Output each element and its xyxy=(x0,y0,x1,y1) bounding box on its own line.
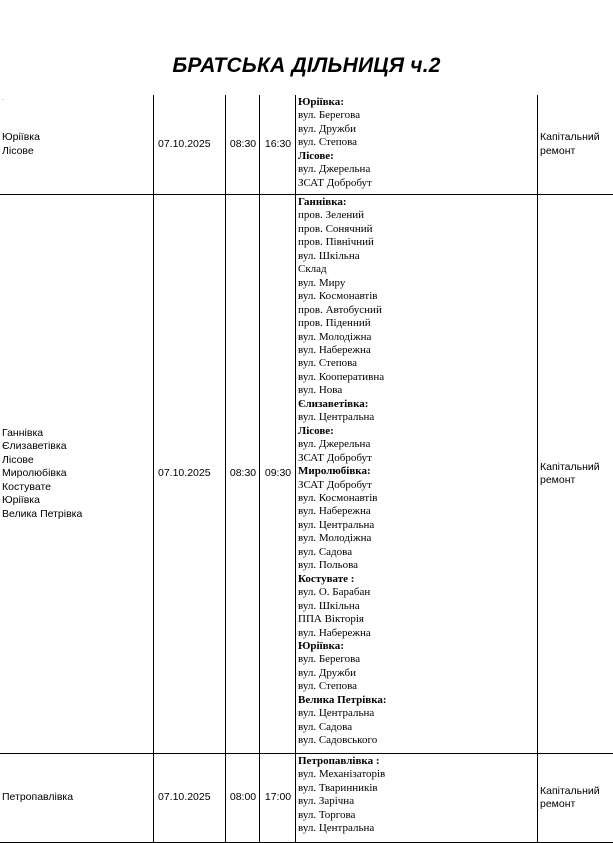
street-item: вул. Садовського xyxy=(298,734,378,747)
date-cell: 07.10.2025 xyxy=(158,467,211,480)
street-item: вул. Польова xyxy=(298,559,359,572)
list-line: ремонт xyxy=(540,144,576,157)
street-item: вул. Миру xyxy=(298,276,346,289)
street-item: вул. Джерельна xyxy=(298,163,371,176)
street-item: вул. Берегова xyxy=(298,109,361,122)
street-item: пров. Автобусний xyxy=(298,303,382,316)
list-line: ремонт xyxy=(540,474,576,486)
settlement-heading: Юріївка: xyxy=(298,639,344,652)
street-item: вул. Космонавтів xyxy=(298,290,378,303)
settlement-heading: Юріївка: xyxy=(298,96,344,108)
street-item: вул. Центральна xyxy=(298,707,375,720)
end-time-cell: 16:30 xyxy=(264,137,292,150)
street-item: вул. О. Барабан xyxy=(298,586,371,599)
street-item: вул. Торгова xyxy=(298,808,356,821)
street-item: вул. Садова xyxy=(298,545,353,558)
list-line: ремонт xyxy=(540,798,576,810)
street-item: пров. Зелений xyxy=(298,209,365,222)
settlement-heading: Велика Петрівка: xyxy=(298,693,387,706)
street-item: вул. Набережна xyxy=(298,626,371,639)
table-row xyxy=(0,95,613,195)
street-item: ППА Вікторія xyxy=(298,613,364,626)
list-line: Миролюбівка xyxy=(2,467,67,480)
street-item: пров. Сонячний xyxy=(298,222,373,235)
start-time-cell: 08:30 xyxy=(229,137,257,150)
list-line: Лісове xyxy=(2,144,34,157)
street-item: вул. Молодіжна xyxy=(298,330,372,343)
date-cell: 07.10.2025 xyxy=(158,791,211,804)
street-item: пров. Північний xyxy=(298,236,374,249)
list-line: Капітальний xyxy=(540,460,600,473)
settlement-heading: Лісове: xyxy=(298,149,334,162)
settlement-heading: Петропавлівка : xyxy=(298,755,380,767)
column-divider xyxy=(153,95,154,843)
settlements-cell xyxy=(2,95,150,194)
column-divider xyxy=(259,95,260,843)
column-divider xyxy=(537,95,538,843)
list-line: Велика Петрівка xyxy=(2,507,83,520)
start-time-cell: 08:30 xyxy=(229,467,257,480)
settlement-heading: Миролюбівка: xyxy=(298,465,371,478)
street-item: вул. Джерельна xyxy=(298,438,371,451)
streets-cell xyxy=(298,96,536,190)
street-item: ЗСАТ Добробут xyxy=(298,176,372,189)
row-marker: · xyxy=(2,97,4,103)
street-item: вул. Механізаторів xyxy=(298,768,386,781)
street-item: вул. Садова xyxy=(298,720,353,733)
end-time-cell: 17:00 xyxy=(264,791,292,804)
street-item: вул. Космонавтів xyxy=(298,491,378,504)
street-item: пров. Піденний xyxy=(298,317,371,330)
street-item: вул. Степова xyxy=(298,136,358,149)
outage-table xyxy=(0,95,613,843)
street-item: вул. Дружби xyxy=(298,122,356,135)
settlement-heading: Єлизаветівка: xyxy=(298,397,369,410)
street-item: вул. Центральна xyxy=(298,822,375,835)
street-item: вул. Молодіжна xyxy=(298,532,372,545)
street-item: вул. Дружби xyxy=(298,666,356,679)
street-item: ЗСАТ Добробут xyxy=(298,451,372,464)
page-title: БРАТСЬКА ДІЛЬНИЦЯ ч.2 xyxy=(172,54,441,77)
street-item: Склад xyxy=(298,263,327,276)
end-time-cell: 09:30 xyxy=(264,467,292,480)
street-item: вул. Зарічна xyxy=(298,795,355,808)
list-line: Ганнівка xyxy=(2,426,44,439)
settlement-heading: Ганнівка: xyxy=(298,196,347,208)
street-item: вул. Центральна xyxy=(298,411,375,424)
list-line: Юріївка xyxy=(2,131,40,143)
column-divider xyxy=(225,95,226,843)
list-line: Капітальний xyxy=(540,131,600,143)
list-line: Лісове xyxy=(2,453,34,466)
list-line: Костувате xyxy=(2,480,51,493)
column-divider xyxy=(295,95,296,843)
street-item: вул. Степова xyxy=(298,357,358,370)
table-row xyxy=(0,195,613,754)
streets-cell xyxy=(298,755,536,836)
street-item: ЗСАТ Добробут xyxy=(298,478,372,491)
street-item: вул. Центральна xyxy=(298,518,375,531)
street-item: вул. Кооперативна xyxy=(298,370,385,383)
reason-cell xyxy=(540,95,612,194)
street-item: вул. Степова xyxy=(298,680,358,693)
list-line: Капітальний xyxy=(540,784,600,797)
settlement-heading: Костувате : xyxy=(298,572,355,585)
list-line: Єлизаветівка xyxy=(2,440,67,453)
street-item: вул. Шкільна xyxy=(298,249,360,262)
list-line: Юріївка xyxy=(2,494,40,507)
street-item: вул. Шкільна xyxy=(298,599,360,612)
reason-cell xyxy=(540,754,612,842)
streets-cell xyxy=(298,196,536,748)
date-cell: 07.10.2025 xyxy=(158,137,211,150)
reason-cell xyxy=(540,195,612,753)
street-item: вул. Набережна xyxy=(298,343,371,356)
street-item: вул. Набережна xyxy=(298,505,371,518)
settlements-cell xyxy=(2,754,150,842)
settlement-heading: Лісове: xyxy=(298,424,334,437)
list-line: Петропавлівка xyxy=(2,791,74,804)
street-item: вул. Тваринників xyxy=(298,781,378,794)
street-item: вул. Берегова xyxy=(298,653,361,666)
settlements-cell xyxy=(2,195,150,753)
table-row xyxy=(0,754,613,843)
street-item: вул. Нова xyxy=(298,384,343,397)
start-time-cell: 08:00 xyxy=(229,791,257,804)
